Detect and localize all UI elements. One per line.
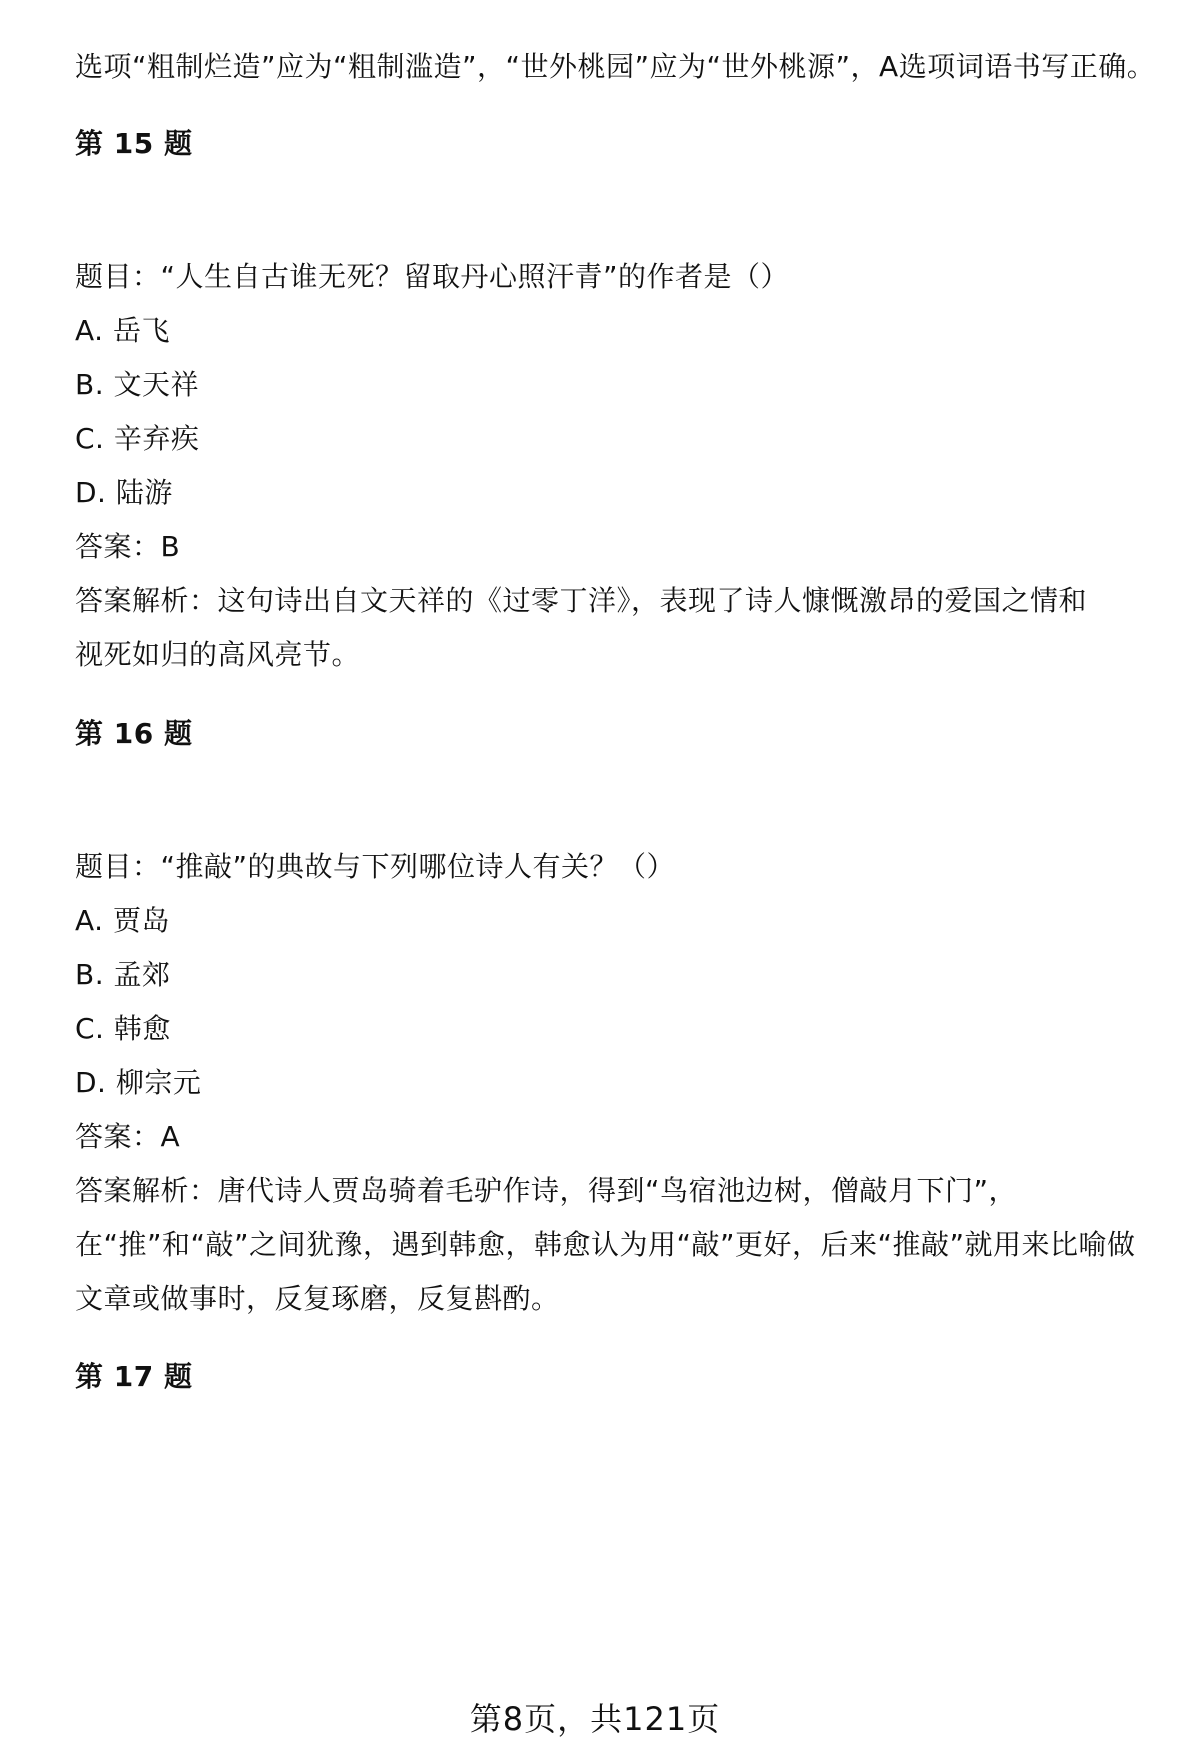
q16-answer: 答案：A <box>75 1120 181 1153</box>
q16-explanation-line-2: 在“推”和“敲”之间犹豫，遇到韩愈，韩愈认为用“敲”更好，后来“推敲”就用来比喻做 <box>75 1228 1136 1261</box>
q16-question: 题目：“推敲”的典故与下列哪位诗人有关？（） <box>75 850 676 883</box>
q16-option-d: D. 柳宗元 <box>75 1066 202 1099</box>
q16-explanation-line-3: 文章或做事时，反复琢磨，反复斟酌。 <box>75 1282 560 1315</box>
q15-heading: 第 15 题 <box>75 127 193 160</box>
q15-answer: 答案：B <box>75 530 181 563</box>
q16-option-a: A. 贾岛 <box>75 904 170 937</box>
q15-question: 题目：“人生自古谁无死？留取丹心照汗青”的作者是（） <box>75 260 790 293</box>
q16-heading: 第 16 题 <box>75 717 193 750</box>
prev-explanation-tail: 选项“粗制烂造”应为“粗制滥造”，“世外桃园”应为“世外桃源”，A选项词语书写正确。 <box>75 50 1156 83</box>
q15-option-d: D. 陆游 <box>75 476 173 509</box>
q16-option-c: C. 韩愈 <box>75 1012 171 1045</box>
q15-option-a: A. 岳飞 <box>75 314 170 347</box>
q16-explanation-line-1: 答案解析：唐代诗人贾岛骑着毛驴作诗，得到“鸟宿池边树，僧敲月下门”， <box>75 1174 1018 1207</box>
q15-option-c: C. 辛弃疾 <box>75 422 200 455</box>
q15-explanation-line-1: 答案解析：这句诗出自文天祥的《过零丁洋》，表现了诗人慷慨激昂的爱国之情和 <box>75 584 1088 617</box>
q15-option-b: B. 文天祥 <box>75 368 200 401</box>
page-number-footer: 第8页，共121页 <box>469 1700 721 1738</box>
q16-option-b: B. 孟郊 <box>75 958 171 991</box>
q17-heading: 第 17 题 <box>75 1360 193 1393</box>
q15-explanation-line-2: 视死如归的高风亮节。 <box>75 638 361 671</box>
